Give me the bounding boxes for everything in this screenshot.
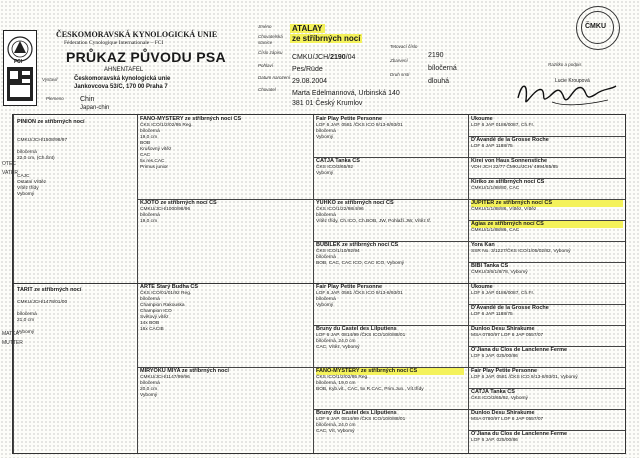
great-grandparent-cell — [471, 389, 623, 407]
great-grandparent-cell — [471, 347, 623, 365]
grandparent-cell — [316, 242, 464, 281]
dog-color: bíločerná — [428, 65, 457, 72]
signer-name: Lucie Kroupová — [555, 78, 590, 84]
great-grandparent-cell — [471, 305, 623, 323]
grandparent-line: LOF 6 JAP. 0814/99 /ČKS ICO/10/0/88/01 — [316, 332, 406, 338]
father-line: bíločerná — [17, 149, 37, 155]
grandparent-line: ČKS ICO/1/10/92/94 — [316, 248, 360, 254]
tattoo-number: 2190 — [428, 52, 444, 59]
reg-number-highlight: 2190 — [330, 54, 346, 61]
grandparent-name: YUHKO ze stříbrných nocí CS — [316, 200, 394, 206]
doc-title: PRŮKAZ PŮVODU PSA — [66, 49, 226, 65]
great-grandparent-line: ČMKU/1/1/88/80, CAC — [471, 185, 520, 191]
grandparent-line: Vítěz třídy, Ch.ICO, Ch.BOB, JW, Pohlaží.JW, Vítěz tř. — [316, 218, 432, 224]
reg-label: Číslo zápisu — [258, 50, 283, 55]
great-grandparent-line: LOF 6 JAP. 025/00/86 — [471, 353, 518, 359]
great-grandparent-line: LOF 6 JAP 1188/75 — [471, 311, 513, 317]
tattoo-label: Tetovací číslo — [390, 44, 418, 49]
parent-line: Krušovný vítěz — [140, 146, 172, 152]
grandparent-line: bíločerná — [316, 212, 336, 218]
grandparent-line: bíločerná, 24,0 cm — [316, 422, 356, 428]
breeder-label: Chovatel — [258, 87, 276, 92]
mother-line: 21,0 cm — [17, 317, 35, 323]
great-grandparent-cell — [471, 137, 623, 155]
great-grandparent-cell — [471, 410, 623, 428]
issuer-address: Jankovcova 53/C, 170 00 Praha 7 — [74, 84, 168, 90]
parent-cell — [140, 284, 308, 365]
issuer-name: Českomoravská kynologická unie — [74, 76, 171, 82]
great-grandparent-name: Fair Play Petite Personne — [471, 368, 538, 374]
dog-dob: 29.08.2004 — [292, 78, 328, 85]
grandparent-line: LOF 6 JAP. 0581 /ČKS ICO 9/13-8/93/01 — [316, 122, 403, 128]
breeder-line-1: Marta Edelmannová, Urbinská 140 — [292, 90, 400, 97]
grandparent-cell — [316, 410, 464, 449]
great-grandparent-name: BIBI Tanka CS — [471, 263, 509, 269]
parent-line: 20,0 cm — [140, 386, 158, 392]
great-grandparent-cell — [471, 368, 623, 386]
kennel-name: ze stříbrných nocí — [292, 34, 361, 43]
grandparent-name: Bruny du Castel des Lilputiens — [316, 326, 397, 332]
fci-cmku-logo — [3, 30, 37, 106]
parent-line: 19,0 cm — [140, 134, 158, 140]
parent-line: CMKU/JCH/1147/99/96 — [140, 374, 190, 380]
great-grandparent-name: Dunloo Desu Shirakume — [471, 410, 535, 416]
great-grandparent-name: Dunloo Desu Shirakume — [471, 326, 535, 332]
parent-line: bíločerná — [140, 380, 160, 386]
great-grandparent-name: Kirei von Haus Sonnenstiche — [471, 158, 548, 164]
grandparent-cell — [316, 284, 464, 323]
great-grandparent-name: JUPITER ze stříbrných nocí CS — [471, 200, 623, 207]
grandparent-line: CAC, Vítěz, Vybomý — [316, 344, 360, 350]
great-grandparent-name: O'Jiana du Clos de Lanclenne Ferme — [471, 347, 568, 353]
parent-line: CMKU/JCH/1000/98/96 — [140, 206, 191, 212]
great-grandparent-name: D'Avandé de la Grosse Roche — [471, 305, 549, 311]
great-grandparent-cell — [471, 200, 623, 218]
great-grandparent-cell — [471, 179, 623, 197]
great-grandparent-cell — [471, 326, 623, 344]
dob-label: Datum narození — [258, 75, 291, 80]
great-grandparent-cell — [471, 284, 623, 302]
father-cell — [17, 119, 135, 279]
great-grandparent-name: CATJA Tanka CS — [471, 389, 515, 395]
parent-line: bíločerná — [140, 128, 160, 134]
parent-name: FANO-MYSTERY ze stříbrných nocí CS — [140, 116, 242, 122]
grandparent-line: Vybomý — [316, 134, 334, 140]
stamp-text: ČMKU — [585, 23, 606, 30]
father-name: PINION ze stříbrných nocí — [17, 119, 85, 125]
side-label-mother: MATKA MUTTER — [2, 331, 23, 346]
mother-line: CMKU/JCH/1478/01/00 — [17, 299, 68, 305]
great-grandparent-line: ČMKU/1/1/88/86, CAC — [471, 227, 520, 233]
grandparent-line: bíločerná — [316, 296, 336, 302]
sex-label: Pohlaví — [258, 63, 274, 68]
grandparent-cell — [316, 368, 464, 407]
grandparent-line: bíločerná — [316, 128, 336, 134]
great-grandparent-line: MSA 0780/97 LOF 6 JAP 0557/07 — [471, 416, 544, 422]
breed-label: Plemeno — [46, 96, 64, 101]
parent-line: BOB — [140, 140, 151, 146]
parent-line: 14x BOB — [140, 320, 160, 326]
parent-line: ČKS ICO/01/01/92 Reg. — [140, 290, 192, 296]
grandparent-line: bíločerná, 19,0 cm — [316, 380, 356, 386]
father-line: CMKU/JCH/1508/98/97 — [17, 137, 68, 143]
grandparent-line: BOB, Kyb.vít., CAC, 5x R.CAC, Prim.Jun., Vít.třídy — [316, 386, 424, 392]
doc-sub: AHNENTAFEL — [104, 67, 144, 73]
official-stamp — [576, 6, 620, 50]
grandparent-name: Fair Play Petite Personne — [316, 116, 383, 122]
great-grandparent-line: LOF 6 JAP. 0581 /ČKS ICO 9/13-8/93/01, Vybomý — [471, 374, 578, 380]
reg-prefix: CMKU/JCH/ — [292, 54, 331, 61]
mother-cell — [17, 287, 135, 451]
parent-line: 19,0 cm — [140, 218, 158, 224]
father-line: Vítěz třídy — [17, 185, 39, 191]
grandparent-line: Vybomý — [316, 170, 334, 176]
breed-cz: Chin — [80, 96, 95, 103]
parent-line: Primus junior — [140, 164, 168, 170]
grandparent-line: CAC, Vít, Vybomý — [316, 428, 355, 434]
grandparent-name: Fair Play Petite Personne — [316, 284, 383, 290]
grandparent-line: ČKS ICO/3/65/92 — [316, 164, 354, 170]
great-grandparent-line: MSA 0780/97 LOF 6 JAP 0557/07 — [471, 332, 544, 338]
grandparent-line: ČKS ICO/1/22/98/4/96 — [316, 206, 364, 212]
grandparent-cell — [316, 200, 464, 239]
logo-text: FCI — [14, 59, 23, 65]
grandparent-line: LOF 6 JAP. 0814/99 /ČKS ICO/10/0/88/01 — [316, 416, 406, 422]
great-grandparent-cell — [471, 431, 623, 449]
great-grandparent-line: LOF 6 JAP 0186/0087, Ch.Fr. — [471, 122, 535, 128]
grandparent-name: FANO-MYSTERY ze stříbrných nocí CS — [316, 368, 464, 375]
great-grandparent-name: Agias ze stříbrných nocí CS — [471, 221, 623, 228]
great-grandparent-cell — [471, 263, 623, 281]
mother-name: TARIT ze stříbrných nocí — [17, 287, 82, 293]
great-grandparent-line: SSR No. 3/1227/ČKS ICO/1/05/02/82, Vybomý — [471, 248, 571, 254]
grandparent-cell — [316, 158, 464, 197]
grandparent-name: Bruny du Castel des Lilputiens — [316, 410, 397, 416]
breeder-line-2: 381 01 Český Krumlov — [292, 100, 363, 107]
dog-name: ATALAY — [292, 24, 323, 33]
great-grandparent-line: ČMKU/3/6/1/8/78, Vybomý — [471, 269, 528, 275]
parent-name: MIRYOKU MIYA ze stříbrných nocí — [140, 368, 229, 374]
issued-by-label: Vystavil — [42, 77, 58, 82]
grandparent-line: BOB, CAC, CAC ICO, CAC ICO, Vybomý — [316, 260, 405, 266]
breed-en: Japan-chin — [80, 105, 110, 111]
grandparent-cell — [316, 116, 464, 155]
grandparent-line: bíločerná — [316, 254, 336, 260]
parent-cell — [140, 200, 308, 281]
parent-cell — [140, 116, 308, 197]
parent-line: Vybomý — [140, 392, 158, 398]
father-line: Vybomý — [17, 191, 35, 197]
great-grandparent-line: LOF 6 JAP 1188/75 — [471, 143, 513, 149]
great-grandparent-line: LOF 6 JAP 0186/0087, Ch.Fr. — [471, 290, 535, 296]
parent-line: CAC — [140, 152, 151, 158]
color-label: Zbarvení — [390, 58, 408, 63]
mother-line: Vybomý — [17, 329, 35, 335]
great-grandparent-name: D'Avandé de la Grosse Roche — [471, 137, 549, 143]
parent-line: 5x res.CAC — [140, 158, 165, 164]
great-grandparent-name: Kiriko ze stříbrných nocí CS — [471, 179, 545, 185]
coat-type: dlouhá — [428, 78, 450, 85]
parent-cell — [140, 368, 308, 449]
great-grandparent-line: ČKS ICO/3/65/92, Vybomý — [471, 395, 528, 401]
great-grandparent-name: O'Jiana du Clos de Lanclenne Ferme — [471, 431, 568, 437]
coat-label: Druh srsti — [390, 72, 410, 77]
registration-number — [292, 54, 355, 62]
grandparent-cell — [316, 326, 464, 365]
father-line: Ostatní Víttěz — [17, 179, 47, 185]
parent-line: bíločerná — [140, 212, 160, 218]
name-label: Jméno — [258, 24, 272, 29]
great-grandparent-cell — [471, 221, 623, 239]
grandparent-name: BUBÍLEK ze stříbrných nocí CS — [316, 242, 399, 248]
org-name: ČESKOMORAVSKÁ KYNOLOGICKÁ UNIE — [56, 30, 218, 39]
great-grandparent-line: LOF 6 JAP. 025/00/86 — [471, 437, 518, 443]
dog-sex: Pes/Rüde — [292, 66, 323, 73]
great-grandparent-name: Ukoume — [471, 116, 493, 122]
stamp-signature-label: Razítko a podpis — [548, 62, 582, 67]
kennel-label: Chovatelská stanice — [258, 34, 283, 45]
father-line: CAJC — [17, 173, 30, 179]
parent-line: Champion Rakouska — [140, 302, 185, 308]
parent-line: ČKS ICO/1/2/02/95 Reg. — [140, 122, 193, 128]
great-grandparent-cell — [471, 116, 623, 134]
side-label-father: OTEC VATER — [2, 161, 18, 176]
dog-field-labels — [258, 24, 294, 97]
parent-name: ARTE Starý Budha CS — [140, 284, 199, 290]
great-grandparent-cell — [471, 158, 623, 176]
grandparent-name: CATJA Tanka CS — [316, 158, 360, 164]
great-grandparent-cell — [471, 242, 623, 260]
parent-name: KJÓTÓ ze stříbrných nocí CS — [140, 200, 217, 206]
grandparent-line: Vybomý — [316, 302, 334, 308]
parent-line: 16x CACIB — [140, 326, 164, 332]
parent-line: Světový vítěz — [140, 314, 169, 320]
grandparent-line: ČKS ICO/1/2/02/95 Reg. — [316, 374, 369, 380]
great-grandparent-line: VDH JCH 22/77 ČMKU/JCH/ 4994/85/85 — [471, 164, 558, 170]
reg-suffix: /04 — [345, 54, 356, 61]
great-grandparent-name: Ukoume — [471, 284, 493, 290]
great-grandparent-line: ČMKU/1/1/88/86, Víttěz, Víttěz — [471, 206, 537, 212]
org-sub: Féderation Cynologique Internationale – FCI — [64, 40, 164, 46]
parent-line: Champion ICO — [140, 308, 172, 314]
parent-line: bíločerná — [140, 296, 160, 302]
grandparent-line: LOF 6 JAP. 0581 /ČKS ICO 9/13-8/93/01 — [316, 290, 403, 296]
great-grandparent-name: Yora Kan — [471, 242, 495, 248]
mother-line: bíločerná — [17, 311, 37, 317]
grandparent-line: bíločerná, 24,0 cm — [316, 338, 356, 344]
father-line: 22,0 cm, (Ch.Šnt) — [17, 155, 55, 161]
